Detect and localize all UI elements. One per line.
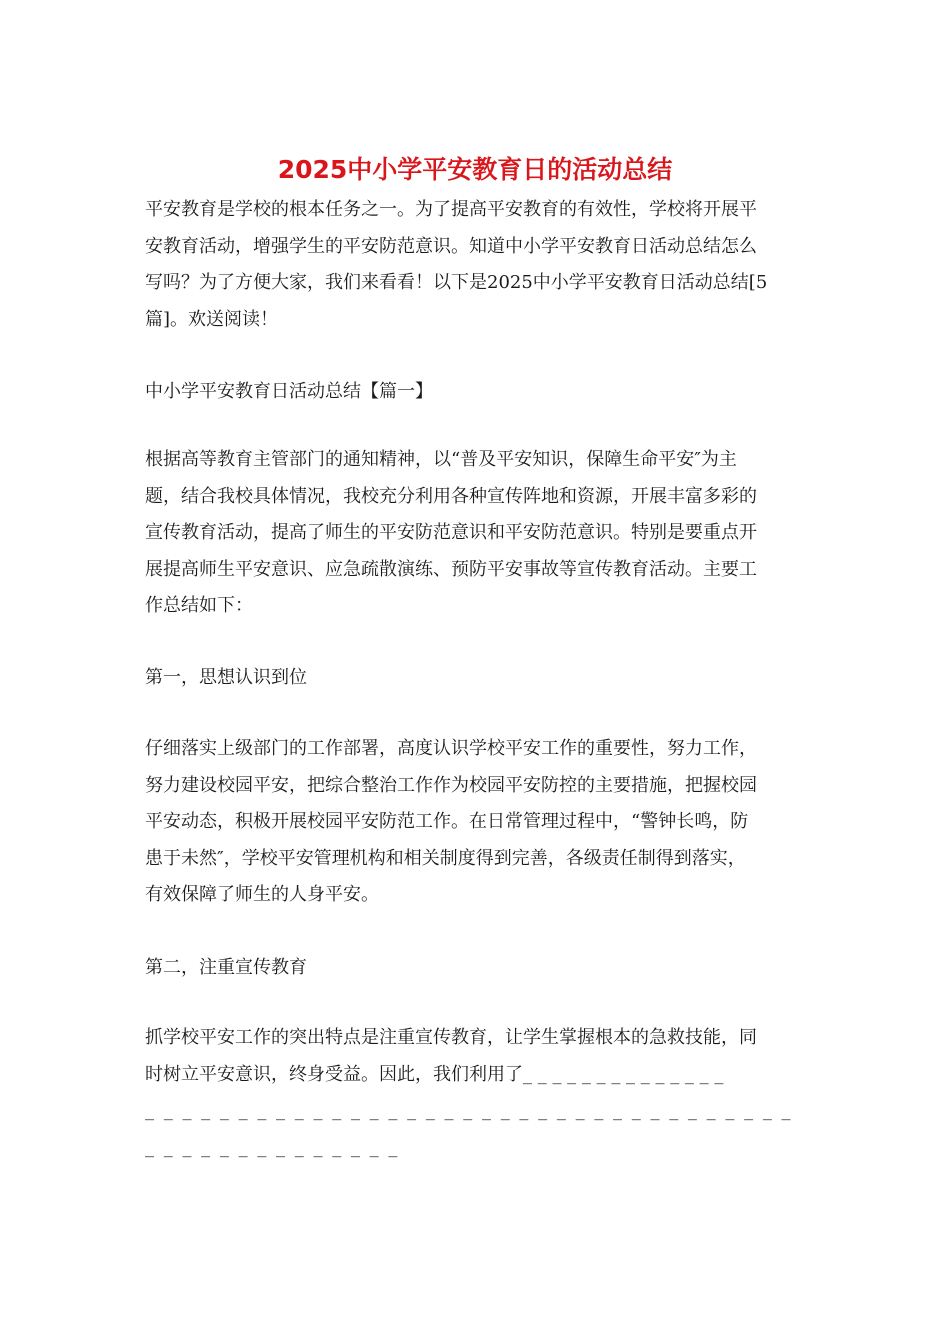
text-line: 中小学平安教育日活动总结【篇一】 <box>145 381 433 402</box>
text-line: 平安教育是学校的根本任务之一。为了提高平安教育的有效性，学校将开展平 <box>145 199 757 220</box>
body-paragraph-2 <box>145 731 815 914</box>
text-line: 第一，思想认识到位 <box>145 667 307 688</box>
text-line: 题，结合我校具体情况，我校充分利用各种宣传阵地和资源，开展丰富多彩的 <box>145 485 757 507</box>
text-line: 根据高等教育主管部门的通知精神，以“普及平安知识，保障生命平安″为主 <box>145 449 737 470</box>
subheading-first <box>145 660 815 697</box>
text-line: 写吗？为了方便大家，我们来看看！以下是2025中小学平安教育日活动总结[5 <box>145 272 768 293</box>
text-line: 展提高师生平安意识、应急疏散演练、预防平安事故等宣传教育活动。主要工 <box>145 558 757 580</box>
blank-fill-line: _ _ _ _ _ _ _ _ _ _ _ _ _ _ <box>145 1136 400 1158</box>
text-line: 安教育活动，增强学生的平安防范意识。知道中小学平安教育日活动总结怎么 <box>145 235 757 257</box>
section-heading-part1 <box>145 374 815 411</box>
text-line: 努力建设校园平安，把综合整治工作作为校园平安防控的主要措施，把握校园 <box>145 774 757 796</box>
subheading-second <box>145 950 815 987</box>
text-line: 篇]。欢送阅读！ <box>145 308 279 330</box>
intro-paragraph <box>145 192 815 338</box>
body-paragraph-3 <box>145 1020 815 1166</box>
body-paragraph-1 <box>145 442 815 625</box>
text-line: 作总结如下： <box>145 595 253 616</box>
text-line: 抓学校平安工作的突出特点是注重宣传教育，让学生掌握根本的急救技能，同 <box>145 1027 757 1048</box>
blank-fill-line: _ _ _ _ _ _ _ _ _ _ _ _ _ _ _ _ _ _ _ _ _ _ _ _ _ _ _ _ _ _ _ _ _ _ _ <box>145 1100 793 1121</box>
text-line: 时树立平安意识，终身受益。因此，我们利用了_ _ _ _ _ _ _ _ _ _ _ _ _ _ <box>145 1063 724 1085</box>
text-line: 第二，注重宣传教育 <box>145 957 307 978</box>
text-line: 患于未然″，学校平安管理机构和相关制度得到完善，各级责任制得到落实， <box>145 847 746 869</box>
text-line: 有效保障了师生的人身平安。 <box>145 884 379 905</box>
document-title: 2025中小学平安教育日的活动总结 <box>277 155 673 184</box>
text-line: 宣传教育活动，提高了师生的平安防范意识和平安防范意识。特别是要重点开 <box>145 522 757 543</box>
text-line: 平安动态，积极开展校园平安防范工作。在日常管理过程中，“警钟长鸣，防 <box>145 811 749 832</box>
text-line: 仔细落实上级部门的工作部署，高度认识学校平安工作的重要性，努力工作， <box>145 738 757 759</box>
